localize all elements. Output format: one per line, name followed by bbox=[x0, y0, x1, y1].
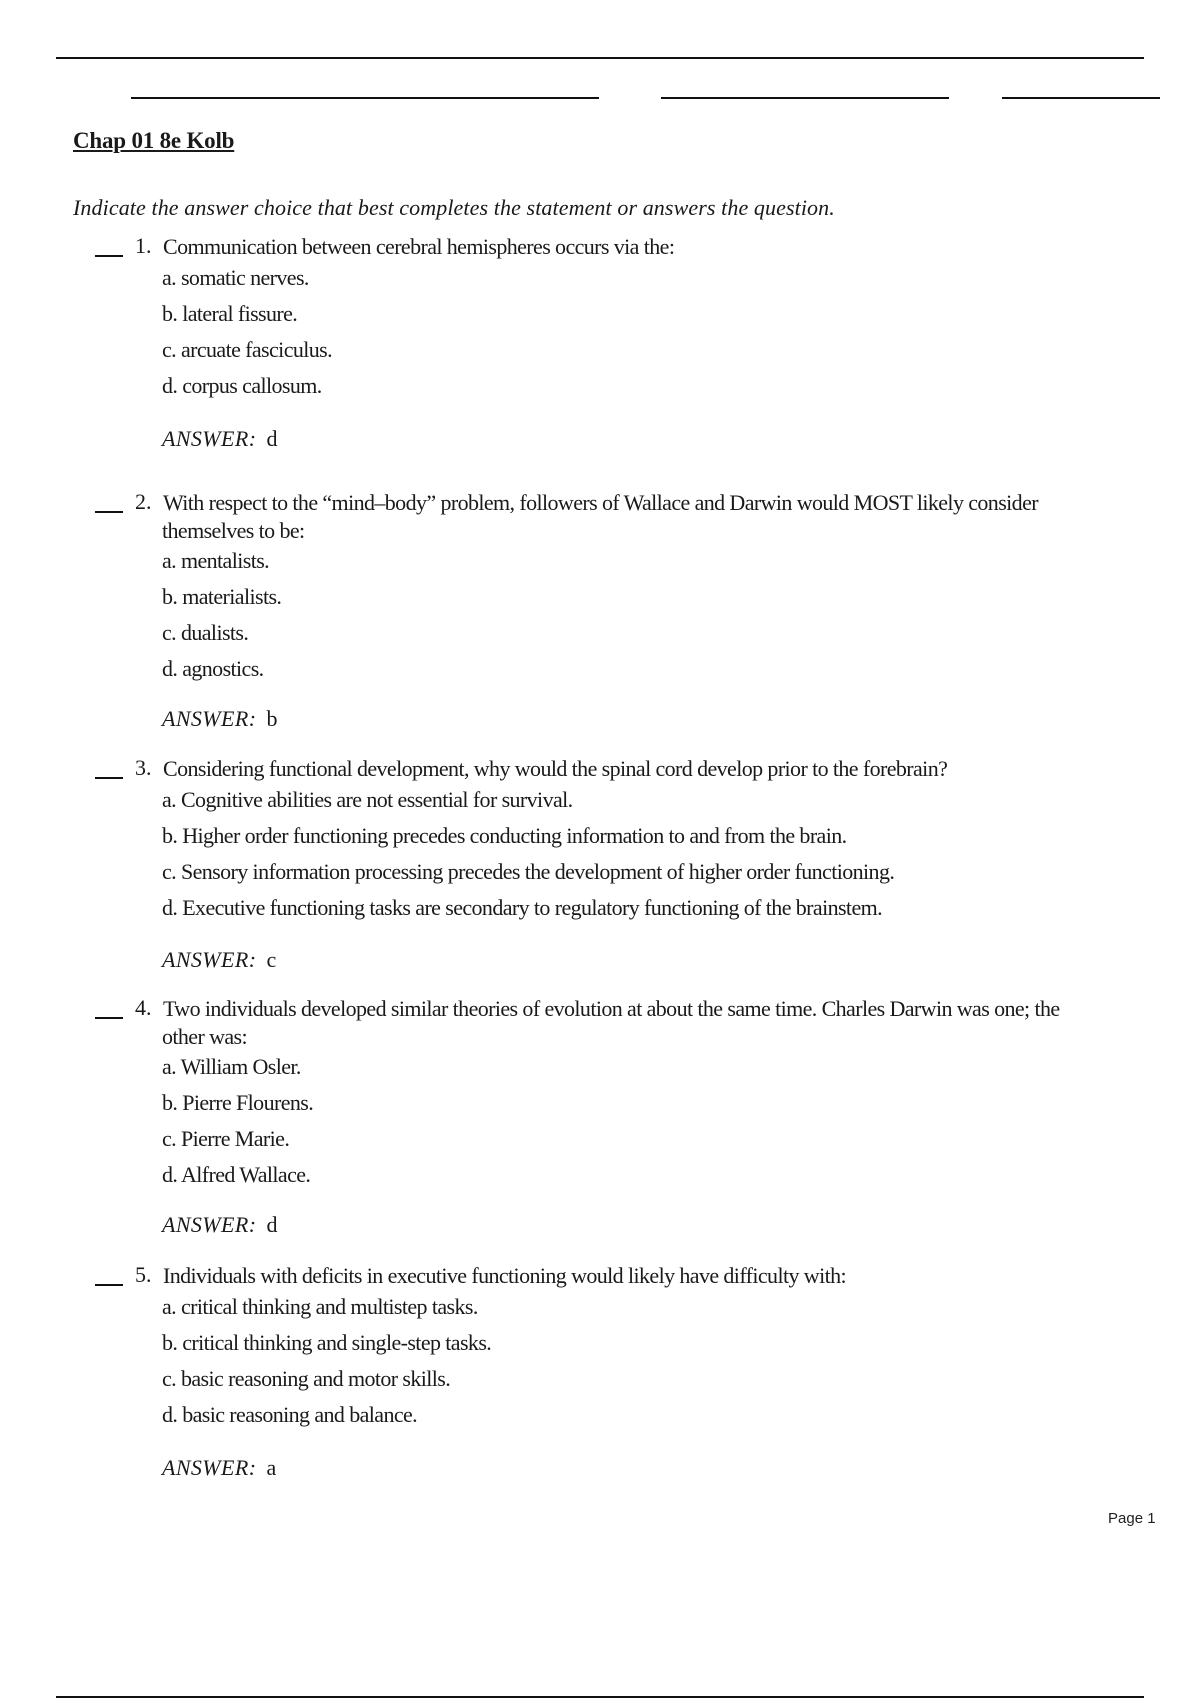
option-b: b. lateral fissure. bbox=[162, 301, 298, 326]
answer-value: b bbox=[266, 706, 278, 731]
instructions-text: Indicate the answer choice that best completes the statement or answers the question. bbox=[73, 195, 835, 220]
question-text: Communication between cerebral hemispheres occurs via the: bbox=[163, 234, 675, 259]
question-number: 5. bbox=[135, 1262, 152, 1287]
answer-line bbox=[162, 947, 276, 973]
option-a: a. Cognitive abilities are not essential for survival. bbox=[162, 787, 573, 812]
option-c: c. arcuate fasciculus. bbox=[162, 337, 333, 362]
option-d: d. Executive functioning tasks are secondary to regulatory functioning of the brainstem. bbox=[162, 895, 883, 920]
option-a: a. mentalists. bbox=[162, 548, 270, 573]
class-blank-line bbox=[661, 97, 949, 99]
top-rule bbox=[56, 57, 1144, 59]
option-c: c. Pierre Marie. bbox=[162, 1126, 290, 1151]
question-text: Considering functional development, why would the spinal cord develop prior to the forebrain? bbox=[163, 756, 948, 781]
option-b: b. Pierre Flourens. bbox=[162, 1090, 314, 1115]
date-blank-line bbox=[1002, 97, 1160, 99]
option-d: d. Alfred Wallace. bbox=[162, 1162, 311, 1187]
question-text: Individuals with deficits in executive functioning would likely have difficulty with: bbox=[163, 1263, 847, 1288]
question-number: 1. bbox=[135, 233, 152, 258]
question-number: 2. bbox=[135, 489, 152, 514]
answer-label: ANSWER: bbox=[162, 1455, 257, 1480]
question-number: 3. bbox=[135, 755, 152, 780]
answer-blank[interactable] bbox=[95, 1017, 123, 1019]
option-b: b. critical thinking and single-step tasks. bbox=[162, 1330, 492, 1355]
name-blank-line bbox=[131, 97, 599, 99]
option-c: c. dualists. bbox=[162, 620, 249, 645]
answer-line bbox=[162, 1212, 277, 1238]
question-text-line-1: With respect to the “mind–body” problem, followers of Wallace and Darwin would MOST likely consider bbox=[163, 490, 1038, 515]
option-a: a. critical thinking and multistep tasks. bbox=[162, 1294, 478, 1319]
option-b: b. Higher order functioning precedes conducting information to and from the brain. bbox=[162, 823, 847, 848]
option-c: c. Sensory information processing precedes the development of higher order functioning. bbox=[162, 859, 895, 884]
answer-label: ANSWER: bbox=[162, 1212, 257, 1237]
page-number: Page 1 bbox=[1108, 1510, 1156, 1527]
answer-value: a bbox=[266, 1455, 277, 1480]
question-text-line-2: themselves to be: bbox=[162, 518, 305, 543]
answer-blank[interactable] bbox=[95, 1284, 123, 1286]
answer-line bbox=[162, 1455, 276, 1481]
answer-label: ANSWER: bbox=[162, 947, 257, 972]
option-c: c. basic reasoning and motor skills. bbox=[162, 1366, 451, 1391]
option-d: d. basic reasoning and balance. bbox=[162, 1402, 418, 1427]
answer-value: d bbox=[266, 1212, 278, 1237]
option-d: d. agnostics. bbox=[162, 656, 264, 681]
option-d: d. corpus callosum. bbox=[162, 373, 322, 398]
answer-line bbox=[162, 426, 277, 452]
answer-line bbox=[162, 706, 277, 732]
answer-blank[interactable] bbox=[95, 777, 123, 779]
question-text-line-1: Two individuals developed similar theories of evolution at about the same time. Charles Darwin was one; the bbox=[163, 996, 1060, 1021]
option-a: a. somatic nerves. bbox=[162, 265, 309, 290]
answer-value: d bbox=[266, 426, 278, 451]
option-b: b. materialists. bbox=[162, 584, 282, 609]
answer-blank[interactable] bbox=[95, 255, 123, 257]
answer-label: ANSWER: bbox=[162, 706, 257, 731]
answer-label: ANSWER: bbox=[162, 426, 257, 451]
answer-value: c bbox=[266, 947, 277, 972]
option-a: a. William Osler. bbox=[162, 1054, 301, 1079]
question-text-line-2: other was: bbox=[162, 1024, 248, 1049]
answer-blank[interactable] bbox=[95, 511, 123, 513]
bottom-rule bbox=[56, 1696, 1144, 1698]
question-number: 4. bbox=[135, 995, 152, 1020]
document-title: Chap 01 8e Kolb bbox=[73, 128, 235, 153]
